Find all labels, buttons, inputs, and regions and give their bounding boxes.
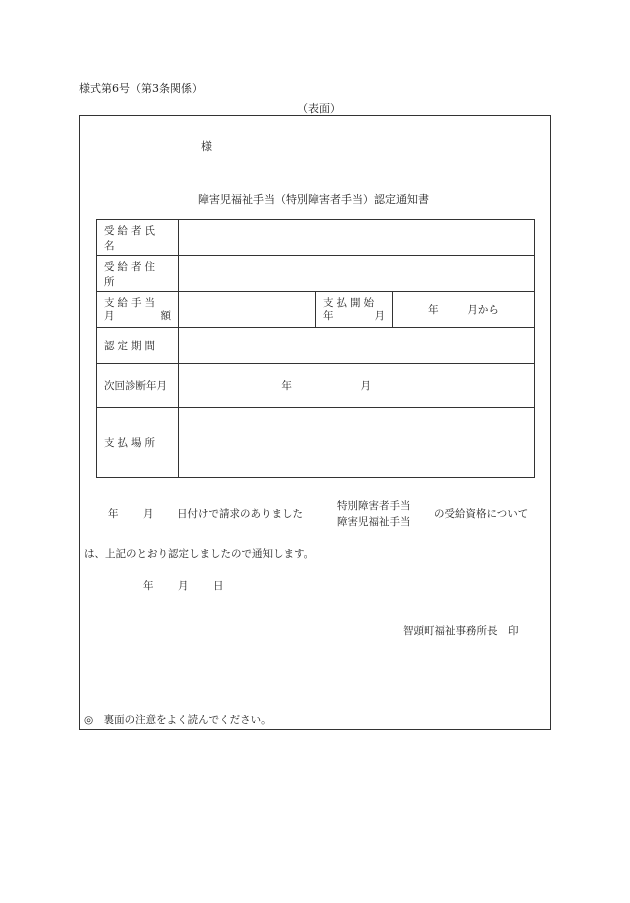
side-label: （表面） xyxy=(297,102,341,115)
recipient-name-value xyxy=(179,220,535,256)
notice-year: 年 xyxy=(108,508,119,520)
monthly-amount-label-amount: 額 xyxy=(160,309,171,322)
monthly-amount-value xyxy=(179,292,316,328)
payment-start-label-line1: 支払開始 xyxy=(323,296,377,309)
table-row xyxy=(97,328,535,364)
footer-note: ◎ 裏面の注意をよく読んでください。 xyxy=(84,714,272,726)
table-row xyxy=(97,256,535,292)
payment-start-month: 月から xyxy=(467,304,499,316)
next-diagnosis-label: 次回診断年月 xyxy=(97,364,179,408)
addressee-suffix: 様 xyxy=(201,140,212,153)
certification-period-value xyxy=(179,328,535,364)
table-row xyxy=(97,408,535,478)
notice-middle: 日付けで請求のありました xyxy=(177,508,303,520)
notice-allowance-b: 障害児福祉手当 xyxy=(337,516,411,528)
certification-period-label: 認定期間 xyxy=(97,328,179,364)
monthly-amount-label-line1: 支給手当 xyxy=(104,296,158,309)
payment-start-value xyxy=(393,292,535,328)
payment-start-year: 年 xyxy=(428,304,439,316)
next-diagnosis-month: 月 xyxy=(360,380,372,392)
payment-start-label-year: 年 xyxy=(323,309,334,322)
next-diagnosis-value xyxy=(179,364,535,408)
date-day: 日 xyxy=(213,580,224,592)
recipient-address-label: 受給者住所 xyxy=(97,256,179,292)
notice-line2: は、上記のとおり認定しましたので通知します。 xyxy=(84,548,315,560)
next-diagnosis-year: 年 xyxy=(281,380,292,392)
table-row xyxy=(97,220,535,256)
notice-tail: の受給資格について xyxy=(434,508,529,520)
payment-start-label xyxy=(316,292,393,328)
document-title: 障害児福祉手当（特別障害者手当）認定通知書 xyxy=(198,193,429,206)
monthly-amount-label xyxy=(97,292,179,328)
recipient-address-value xyxy=(179,256,535,292)
payment-place-label: 支払場所 xyxy=(97,408,179,478)
issuer: 智頭町福祉事務所長 印 xyxy=(403,625,519,637)
payment-place-value xyxy=(179,408,535,478)
table-row xyxy=(97,292,535,328)
table-row xyxy=(97,364,535,408)
payment-start-label-month: 月 xyxy=(374,309,385,322)
notice-month: 月 xyxy=(143,508,154,520)
date-year: 年 xyxy=(143,580,154,592)
date-month: 月 xyxy=(178,580,189,592)
monthly-amount-label-month: 月 xyxy=(104,309,115,322)
form-number: 様式第6号（第3条関係） xyxy=(79,82,203,95)
notice-allowance-a: 特別障害者手当 xyxy=(337,500,411,512)
certification-table xyxy=(96,219,535,478)
recipient-name-label: 受給者氏名 xyxy=(97,220,179,256)
